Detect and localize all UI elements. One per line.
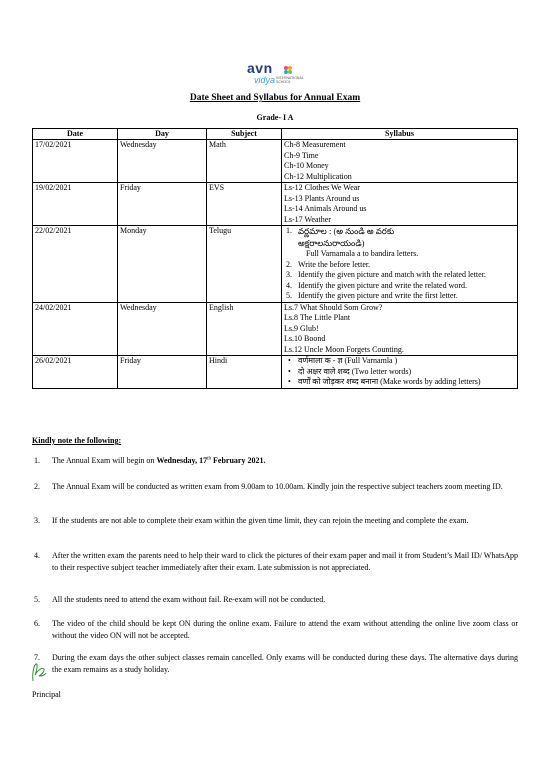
logo-flower-icon xyxy=(283,65,293,75)
syllabus-line: Ls.7 What Should Som Grow? xyxy=(284,302,383,312)
list-item: 3. Identify the given picture and match with the related letter. xyxy=(286,270,486,279)
note-item: 7. During the exam days the other subject classes remain cancelled. Only exams will be conducted during these days. The alternative days during the exam remains as a study holiday. xyxy=(34,653,518,674)
table-row xyxy=(33,356,518,389)
table-header-row xyxy=(33,129,518,140)
header-syllabus: Syllabus xyxy=(282,129,518,140)
logo-tagline: INTERNATIONAL SCHOOL xyxy=(276,76,304,84)
cell-date: 22/02/2021 xyxy=(33,226,118,303)
table-row xyxy=(33,140,518,183)
syllabus-line: Ls.12 Uncle Moon Forgets Counting. xyxy=(284,344,404,354)
cell-subject: English xyxy=(207,302,282,356)
syllabus-line: Ls-17 Weather xyxy=(284,214,331,224)
cell-subject: Math xyxy=(207,140,282,183)
cell-day: Friday xyxy=(118,356,207,389)
header-day: Day xyxy=(118,129,207,140)
cell-syllabus xyxy=(282,183,518,226)
syllabus-line: Ls.10 Boond xyxy=(284,334,326,343)
syllabus-line: Full Varnamala a to bandira letters. xyxy=(306,249,419,258)
cell-syllabus xyxy=(282,226,518,303)
table-row xyxy=(33,302,518,356)
telugu-syllabus-list xyxy=(284,226,515,302)
note-item: 3. If the students are not able to complete their exam within the given time limit, they can rejoin the meeting and complete the exam. xyxy=(34,516,469,525)
cell-day: Monday xyxy=(118,226,207,303)
cell-day: Friday xyxy=(118,183,207,226)
note-item: 1. The Annual Exam will begin on Wednesday, 17th February 2021. xyxy=(34,456,266,465)
grade-label: Grade- I A xyxy=(256,113,294,122)
syllabus-line: Ls.9 Glub! xyxy=(284,323,319,333)
syllabus-line: Ls.8 The Little Plant xyxy=(284,313,351,322)
principal-label: Principal xyxy=(32,690,61,699)
cell-date: 26/02/2021 xyxy=(33,356,118,389)
note-item: 2. The Annual Exam will be conducted as written exam from 9.00am to 10.00am. Kindly join the respective subject teachers zoom meeting ID. xyxy=(34,482,503,491)
cell-subject: Telugu xyxy=(207,226,282,303)
syllabus-line: Ch-10 Money xyxy=(284,161,329,170)
syllabus-line: Ch-12 Multiplication xyxy=(284,171,352,181)
list-item: • वर्णमाला क - ज्ञ (Full Varnamla ) xyxy=(288,356,398,365)
cell-subject: Hindi xyxy=(207,356,282,389)
telugu-text: వర్ణమాల : (అ నుండి అ వరకు xyxy=(298,226,395,236)
list-item: • दो अक्षर वाले शब्द (Two letter words) xyxy=(288,366,412,376)
note-item: 6. The video of the child should be kept ON during the online exam. Failure to attend the exam without attending the online live zoom class or without the video ON will not be accepted. xyxy=(34,619,518,640)
cell-date: 24/02/2021 xyxy=(33,302,118,356)
notes-heading: Kindly note the following: xyxy=(32,436,122,445)
syllabus-line: Ls-13 Plants Around us xyxy=(284,193,360,203)
header-date: Date xyxy=(33,129,118,140)
list-item: 1. వర్ణమాల : (అ నుండి అ వరకు అక్షరాలనురాయండి) Full Varnamala a to bandira letters. xyxy=(284,226,515,260)
cell-date: 19/02/2021 xyxy=(33,183,118,226)
table-row xyxy=(33,226,518,303)
logo-wordmark: avn xyxy=(247,60,273,76)
syllabus-line: Ch-8 Measurement xyxy=(284,140,346,149)
syllabus-line: Ls-12 Clothes We Wear xyxy=(284,183,360,192)
cell-syllabus xyxy=(282,140,518,183)
document-title: Date Sheet and Syllabus for Annual Exam xyxy=(189,93,361,103)
cell-subject: EVS xyxy=(207,183,282,226)
hindi-syllabus-list xyxy=(284,356,515,388)
note-item: 4. After the written exam the parents need to help their ward to click the pictures of their exam paper and mail it from Student’s Mail ID/ WhatsApp to their respective subject teacher immediately after their exam. Late submission is not appreciated. xyxy=(34,551,518,572)
bullet-icon: • xyxy=(288,356,291,365)
syllabus-line: Ch-9 Time xyxy=(284,150,319,160)
list-item: 4. Identify the given picture and write the related word. xyxy=(286,280,468,290)
cell-syllabus xyxy=(282,302,518,356)
cell-day: Wednesday xyxy=(118,140,207,183)
principal-signature xyxy=(30,661,48,685)
bullet-icon: • xyxy=(288,377,291,386)
bullet-icon: • xyxy=(288,366,291,376)
note-item: 5. All the students need to attend the exam without fail. Re-exam will not be conducted. xyxy=(34,595,326,604)
cell-syllabus xyxy=(282,356,518,389)
cell-day: Wednesday xyxy=(118,302,207,356)
notes-list xyxy=(32,455,518,675)
telugu-text: అక్షరాలనురాయండి) xyxy=(298,237,365,248)
list-item: 2. Write the before letter. xyxy=(286,259,371,269)
school-logo xyxy=(247,60,307,90)
logo-subwordmark: vidya xyxy=(254,75,276,85)
list-item: • वर्णों को जोड़कर शब्द बनाना (Make words by adding letters) xyxy=(288,377,481,386)
table-row xyxy=(33,183,518,226)
list-item: 5. Identify the given picture and write the first letter. xyxy=(286,291,458,300)
cell-date: 17/02/2021 xyxy=(33,140,118,183)
header-subject: Subject xyxy=(207,129,282,140)
syllabus-line: Ls-14 Animals Around us xyxy=(284,204,367,213)
exam-schedule-table xyxy=(32,128,518,389)
